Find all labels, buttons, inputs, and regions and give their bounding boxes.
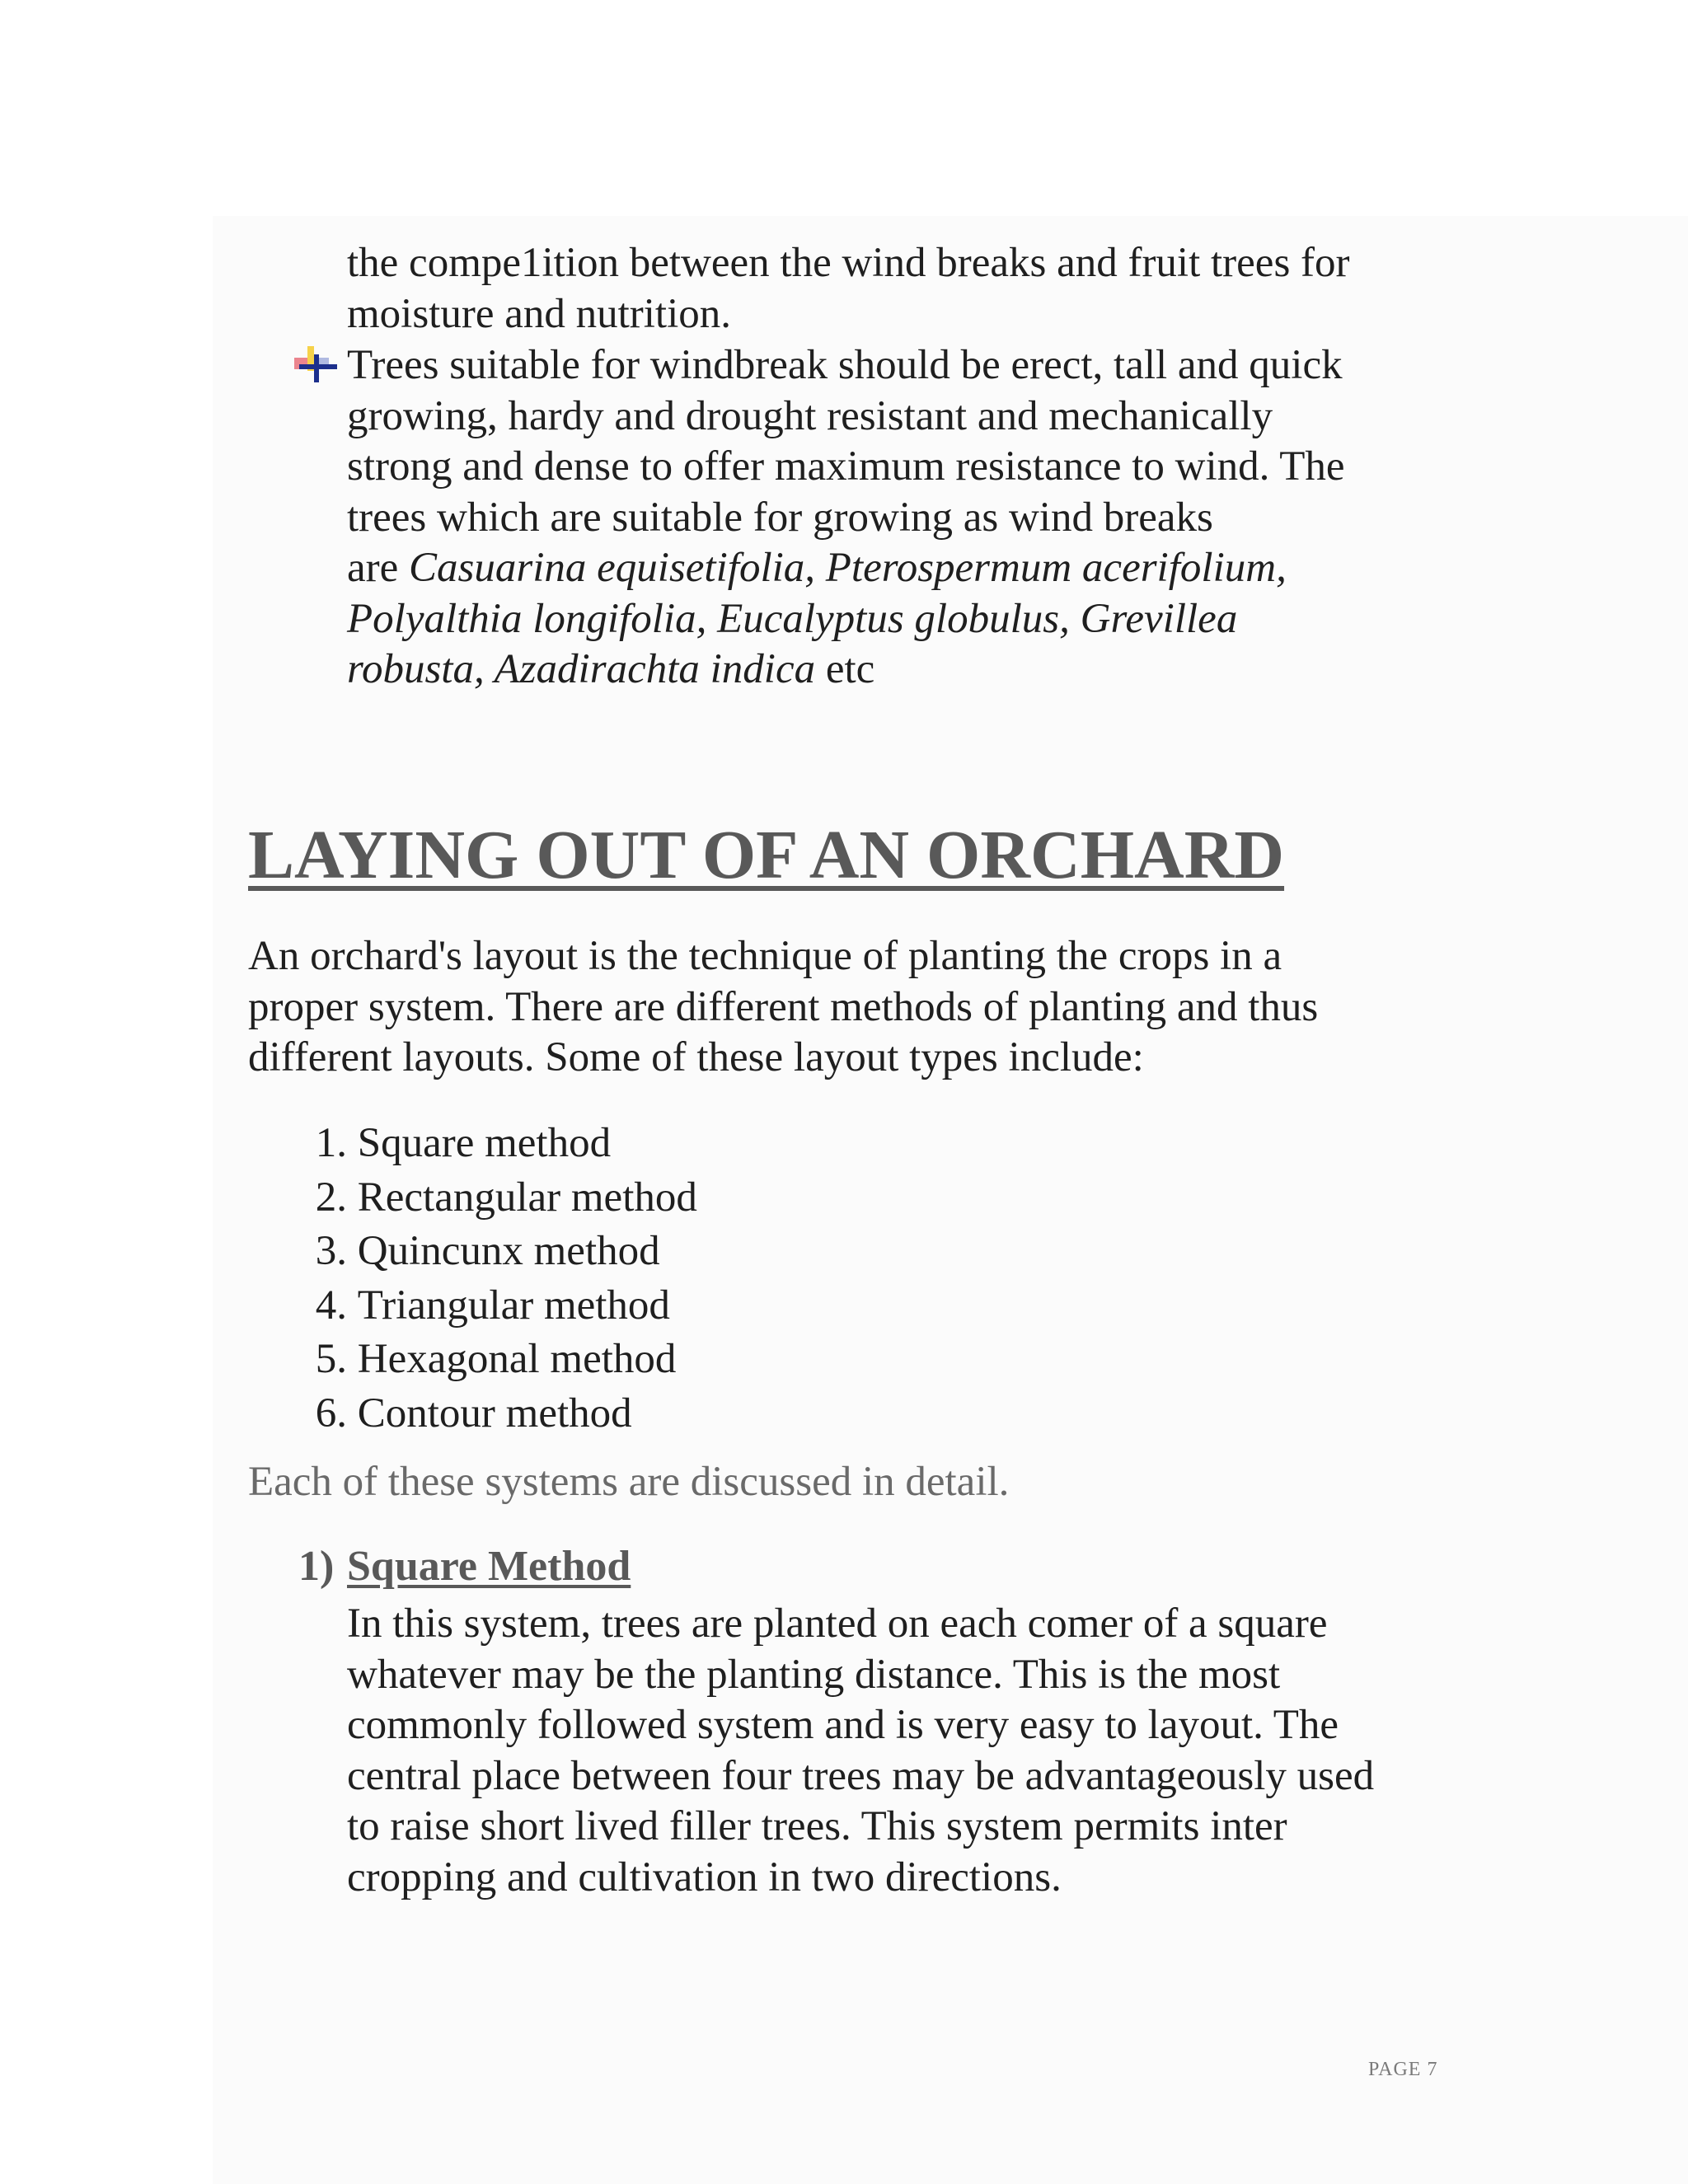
text-line: moisture and nutrition. [347,290,732,337]
text-line: strong and dense to offer maximum resistance to wind. The [347,443,1345,490]
discussion-note: Each of these systems are discussed in detail. [248,1459,1010,1505]
square-method-paragraph [347,1599,1501,1903]
intro-paragraph [248,931,1484,1084]
list-number: 5. [315,1336,347,1382]
text-line: An orchard's layout is the technique of planting the crops in a [248,933,1282,979]
list-label: Rectangular method [357,1174,697,1221]
list-number: 3. [315,1228,347,1274]
list-item [280,1117,697,1171]
text-line: growing, hardy and drought resistant and mechanically [347,392,1273,439]
windbreak-bullet-paragraph [347,340,1484,696]
lead-text: are [347,545,410,591]
square-method-subheading [298,1540,631,1593]
text-line: to raise short lived filler trees. This system permits inter [347,1803,1287,1849]
species-names: Casuarina equisetifolia, Pterospermum acerifolium, [409,545,1287,591]
list-item [280,1225,697,1279]
continuation-paragraph [347,238,1484,340]
list-item [280,1333,697,1387]
text-line: In this system, trees are planted on each comer of a square [347,1601,1328,1647]
text-line: Trees suitable for windbreak should be erect, tall and quick [347,342,1343,388]
list-number: 4. [315,1282,347,1329]
list-label: Square method [357,1120,612,1166]
list-label: Triangular method [357,1282,670,1329]
list-number: 2. [315,1174,347,1221]
subheading-title: Square Method [347,1543,631,1590]
list-item [280,1279,697,1333]
text-line: cropping and cultivation in two directions. [347,1854,1062,1900]
list-label: Hexagonal method [357,1336,677,1382]
subheading-number: 1) [298,1543,335,1590]
text-line: trees which are suitable for growing as wind breaks [347,494,1213,541]
text-line: proper system. There are different methods of planting and thus [248,983,1319,1030]
text-line [347,644,1484,696]
list-label: Contour method [357,1390,632,1436]
list-number: 6. [315,1390,347,1436]
section-heading: LAYING OUT OF AN ORCHARD [248,817,1285,893]
text-line: central place between four trees may be advantageously used [347,1752,1375,1799]
species-names: robusta, Azadirachta indica [347,646,816,692]
methods-list [280,1117,697,1441]
text-line: whatever may be the planting distance. This is the most [347,1651,1281,1698]
tail-text: etc [815,646,875,692]
list-item [280,1171,697,1226]
text-line: the compe1ition between the wind breaks and fruit trees for [347,240,1350,286]
list-item [280,1387,697,1441]
page-number: PAGE 7 [1368,2059,1438,2080]
bullet-cross-icon [294,346,337,382]
species-names: Polyalthia longifolia, Eucalyptus globulus, Grevillea [347,595,1238,642]
list-number: 1. [315,1120,347,1166]
text-line: commonly followed system and is very easy to layout. The [347,1702,1339,1748]
list-label: Quincunx method [357,1228,660,1274]
text-line [347,543,1484,594]
text-line: different layouts. Some of these layout types include: [248,1034,1144,1080]
